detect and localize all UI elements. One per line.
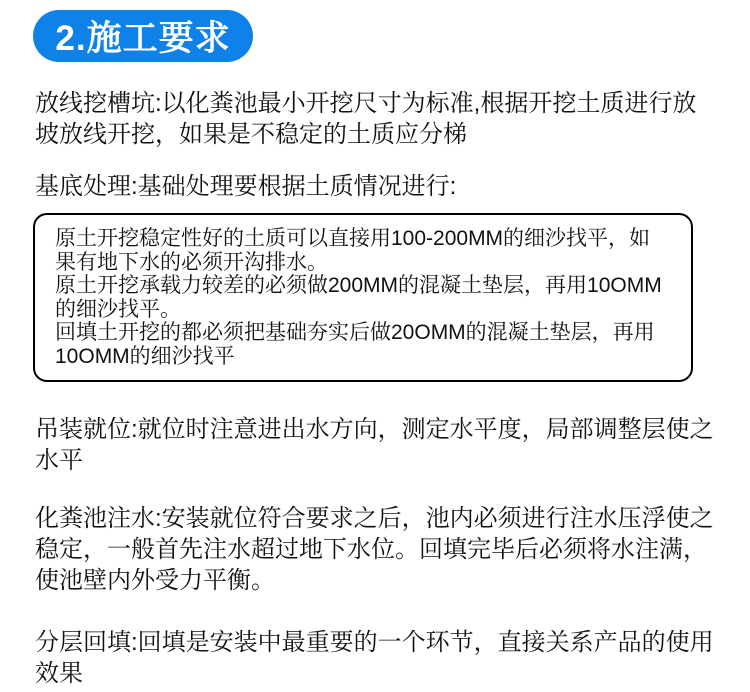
note-sentence-weak-soil: 原土开挖承载力较差的必须做200MM的混凝土垫层，再用10OMM的细沙找平。 bbox=[55, 274, 662, 321]
note-sentence-stable-soil: 原土开挖稳定性好的土质可以直接用100-200MM的细沙找平，如果有地下水的必须开沟排水。 bbox=[55, 227, 651, 274]
soil-treatment-note-box bbox=[33, 213, 693, 382]
paragraph-base-treatment: 基底处理:基础处理要根据土质情况进行: bbox=[35, 173, 457, 200]
section-title: 2.施工要求 bbox=[55, 19, 231, 58]
content bbox=[0, 88, 750, 689]
paragraph-water-filling: 化粪池注水:安装就位符合要求之后，池内必须进行注水压浮使之稳定，一般首先注水超过地下水位。回填完毕后必须将水注满，使池壁内外受力平衡。 bbox=[35, 505, 714, 594]
paragraph-hoisting: 吊装就位:就位时注意进出水方向，测定水平度，局部调整层使之水平 bbox=[35, 416, 714, 474]
paragraph-setting-out: 放线挖槽坑:以化粪池最小开挖尺寸为标准,根据开挖土质进行放坡放线开挖，如果是不稳定的土质应分梯 bbox=[35, 90, 697, 148]
paragraph-layered-backfill: 分层回填:回填是安装中最重要的一个环节，直接关系产品的使用效果 bbox=[35, 629, 714, 687]
note-sentence-backfill-soil: 回填土开挖的都必须把基础夯实后做20OMM的混凝土垫层，再用10OMM的细沙找平 bbox=[55, 321, 655, 368]
section-title-badge bbox=[33, 10, 253, 62]
